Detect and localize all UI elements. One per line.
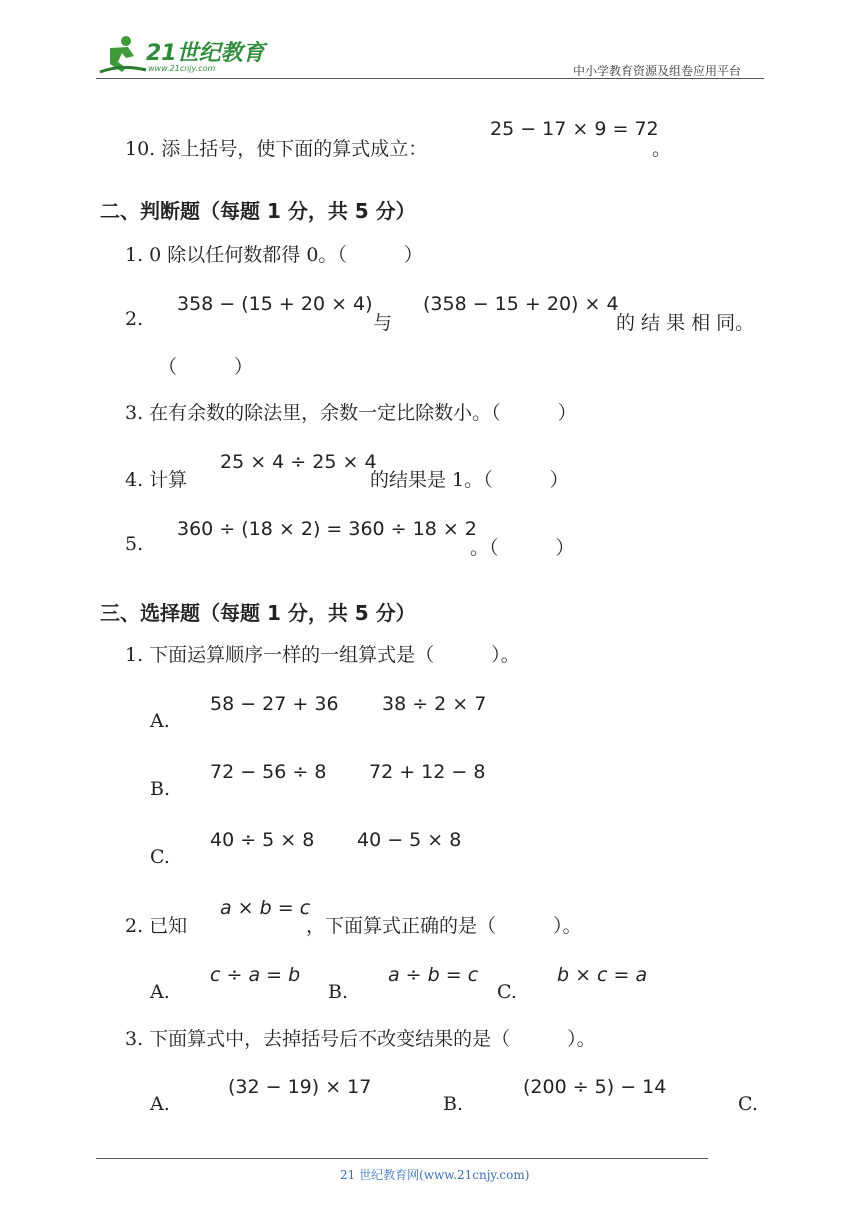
s2-item4-pre: 4. 计算 bbox=[125, 469, 188, 491]
logo-text: 21世纪教育 bbox=[146, 41, 265, 66]
s2-item5-end: 。（ ） bbox=[470, 537, 575, 559]
header-right-text: 中小学教育资源及组卷应用平台 bbox=[573, 64, 742, 78]
s3-q1-optC-f1: 40 ÷ 5 × 8 bbox=[210, 829, 315, 851]
s3-q2-optA-f: c ÷ a = b bbox=[210, 964, 301, 986]
s3-q2-optB-label: B. bbox=[328, 981, 349, 1003]
section2-title: 二、判断题（每题 1 分，共 5 分） bbox=[100, 199, 416, 223]
s3-q2-optC-label: C. bbox=[497, 981, 517, 1003]
s3-q1-optC-f2: 40 − 5 × 8 bbox=[357, 829, 462, 851]
s3-q3-optA-label: A. bbox=[150, 1093, 170, 1115]
s2-item5-num: 5. bbox=[125, 533, 144, 555]
s3-q1-optA-f2: 38 ÷ 2 × 7 bbox=[382, 693, 487, 715]
s3-q3-optB-label: B. bbox=[443, 1093, 464, 1115]
s3-q2-optB-f: a ÷ b = c bbox=[388, 964, 479, 986]
s2-item5-formula: 360 ÷ (18 × 2) = 360 ÷ 18 × 2 bbox=[177, 518, 477, 540]
s2-item2-mid: 与 bbox=[373, 312, 393, 334]
s2-item2-paren: （ ） bbox=[158, 356, 254, 378]
s3-q1-optB-f1: 72 − 56 ÷ 8 bbox=[210, 761, 327, 783]
s3-q3-optC-label: C. bbox=[738, 1093, 758, 1115]
logo-url: www.21cnjy.com bbox=[148, 64, 216, 73]
s3-q1-text: 1. 下面运算顺序一样的一组算式是（ ）。 bbox=[125, 644, 520, 666]
s2-item2-formula2: (358 − 15 + 20) × 4 bbox=[423, 293, 619, 315]
s2-item4-end: 的结果是 1。（ ） bbox=[370, 469, 569, 491]
s3-q3-optB-f: (200 ÷ 5) − 14 bbox=[523, 1076, 667, 1098]
s2-item2-formula1: 358 − (15 + 20 × 4) bbox=[177, 293, 373, 315]
s3-q3-text: 3. 下面算式中，去掉括号后不改变结果的是（ ）。 bbox=[125, 1028, 596, 1050]
s3-q3-optA-f: (32 − 19) × 17 bbox=[228, 1076, 372, 1098]
s3-q2-end: ，下面算式正确的是（ ）。 bbox=[306, 915, 582, 937]
s3-q2-optA-label: A. bbox=[150, 981, 170, 1003]
s3-q2-formula: a × b = c bbox=[220, 897, 311, 919]
runner-logo-icon bbox=[96, 34, 148, 76]
q10-text: 10. 添上括号，使下面的算式成立： bbox=[125, 138, 428, 160]
s3-q1-optC-label: C. bbox=[150, 846, 170, 868]
s2-item1: 1. 0 除以任何数都得 0。（ ） bbox=[125, 244, 423, 266]
s2-item3: 3. 在有余数的除法里，余数一定比除数小。（ ） bbox=[125, 402, 577, 424]
q10-end: 。 bbox=[652, 138, 672, 160]
footer-rule bbox=[96, 1158, 708, 1159]
s3-q2-optC-f: b × c = a bbox=[557, 964, 648, 986]
header-logo bbox=[96, 34, 266, 76]
s3-q1-optA-f1: 58 − 27 + 36 bbox=[210, 693, 339, 715]
q10-formula: 25 − 17 × 9 = 72 bbox=[490, 118, 659, 140]
s2-item4-formula: 25 × 4 ÷ 25 × 4 bbox=[220, 451, 377, 473]
section3-title: 三、选择题（每题 1 分，共 5 分） bbox=[100, 601, 416, 625]
s2-item2-num: 2. bbox=[125, 308, 144, 330]
s3-q1-optB-f2: 72 + 12 − 8 bbox=[369, 761, 486, 783]
header-rule bbox=[96, 78, 764, 79]
footer-text: 21 世纪教育网(www.21cnjy.com) bbox=[340, 1168, 530, 1182]
s3-q2-pre: 2. 已知 bbox=[125, 915, 188, 937]
s2-item2-end: 的 结 果 相 同。 bbox=[616, 312, 755, 334]
s3-q1-optB-label: B. bbox=[150, 778, 171, 800]
s3-q1-optA-label: A. bbox=[150, 710, 170, 732]
